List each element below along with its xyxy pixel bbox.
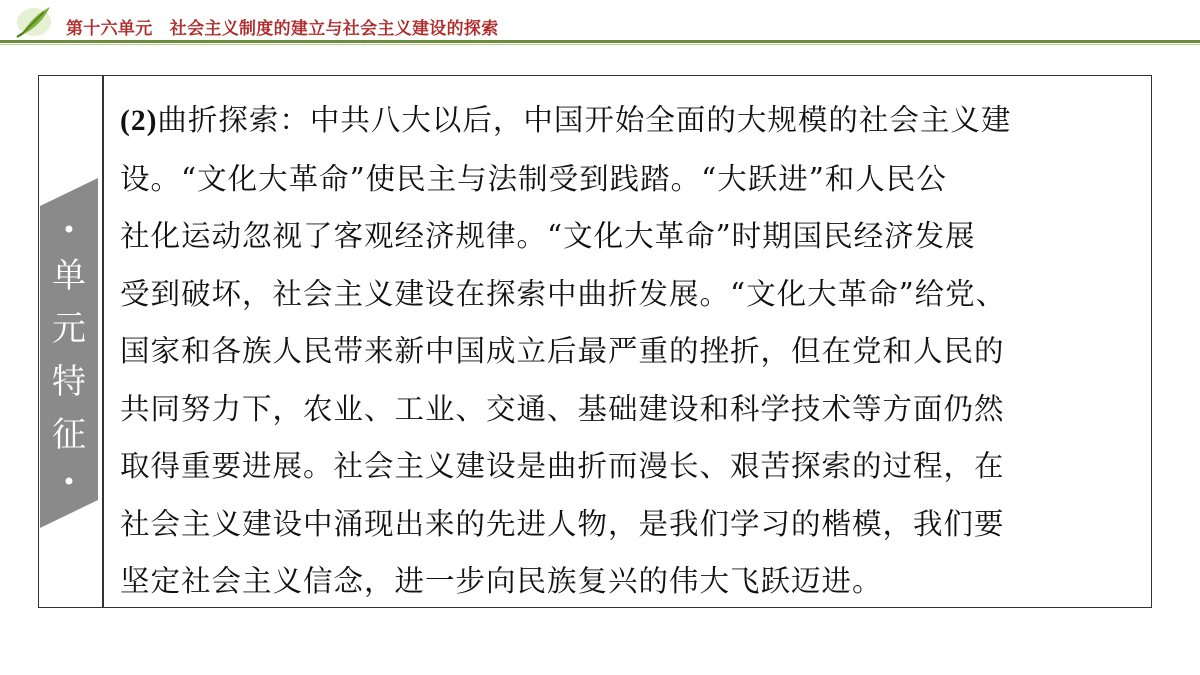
header-rule-thin [0,44,1200,45]
text-line: 社会主义建设中涌现出来的先进人物，是我们学习的楷模，我们要 [120,506,1005,541]
text-line [120,92,1140,151]
text-line: 取得重要进展。社会主义建设是曲折而漫长、艰苦探索的过程，在 [120,449,1005,483]
text-line: 共同努力下，农业、工业、交通、基础建设和科学技术等方面仍然 [120,391,1005,426]
section-number: (2) [120,105,158,137]
side-tab-char: 特 [52,362,86,402]
header-rule [0,40,1200,43]
text-line-content: 曲折探索：中共八大以后，中国开始全面的大规模的社会主义建 [157,103,1012,137]
text-line: 受到破坏，社会主义建设在探索中曲折发展。“文化大革命”给党、 [120,276,1007,311]
text-line: 社化运动忽视了客观经济规律。“文化大革命”时期国民经济发展 [120,219,976,253]
text-line: 坚定社会主义信念，进一步向民族复兴的伟大飞跃迈进。 [120,564,883,598]
side-tab-dot-top: • [61,216,77,244]
side-tab-label [40,210,98,502]
body-text [120,92,1140,611]
feather-leaf-icon [14,4,54,40]
slide-header [0,0,1200,42]
side-tab-char: 征 [52,415,86,455]
side-tab-dot-bottom: • [61,468,77,496]
panel-divider [102,75,104,608]
text-line: 国家和各族人民带来新中国成立后最严重的挫折，但在党和人民的 [120,334,1005,368]
side-tab-char: 单 [52,256,86,296]
unit-title: 第十六单元 社会主义制度的建立与社会主义建设的探索 [66,19,499,39]
side-tab-char: 元 [52,309,86,349]
text-line: 设。“文化大革命”使民主与法制受到践踏。“大跃进”和人民公 [120,161,947,196]
